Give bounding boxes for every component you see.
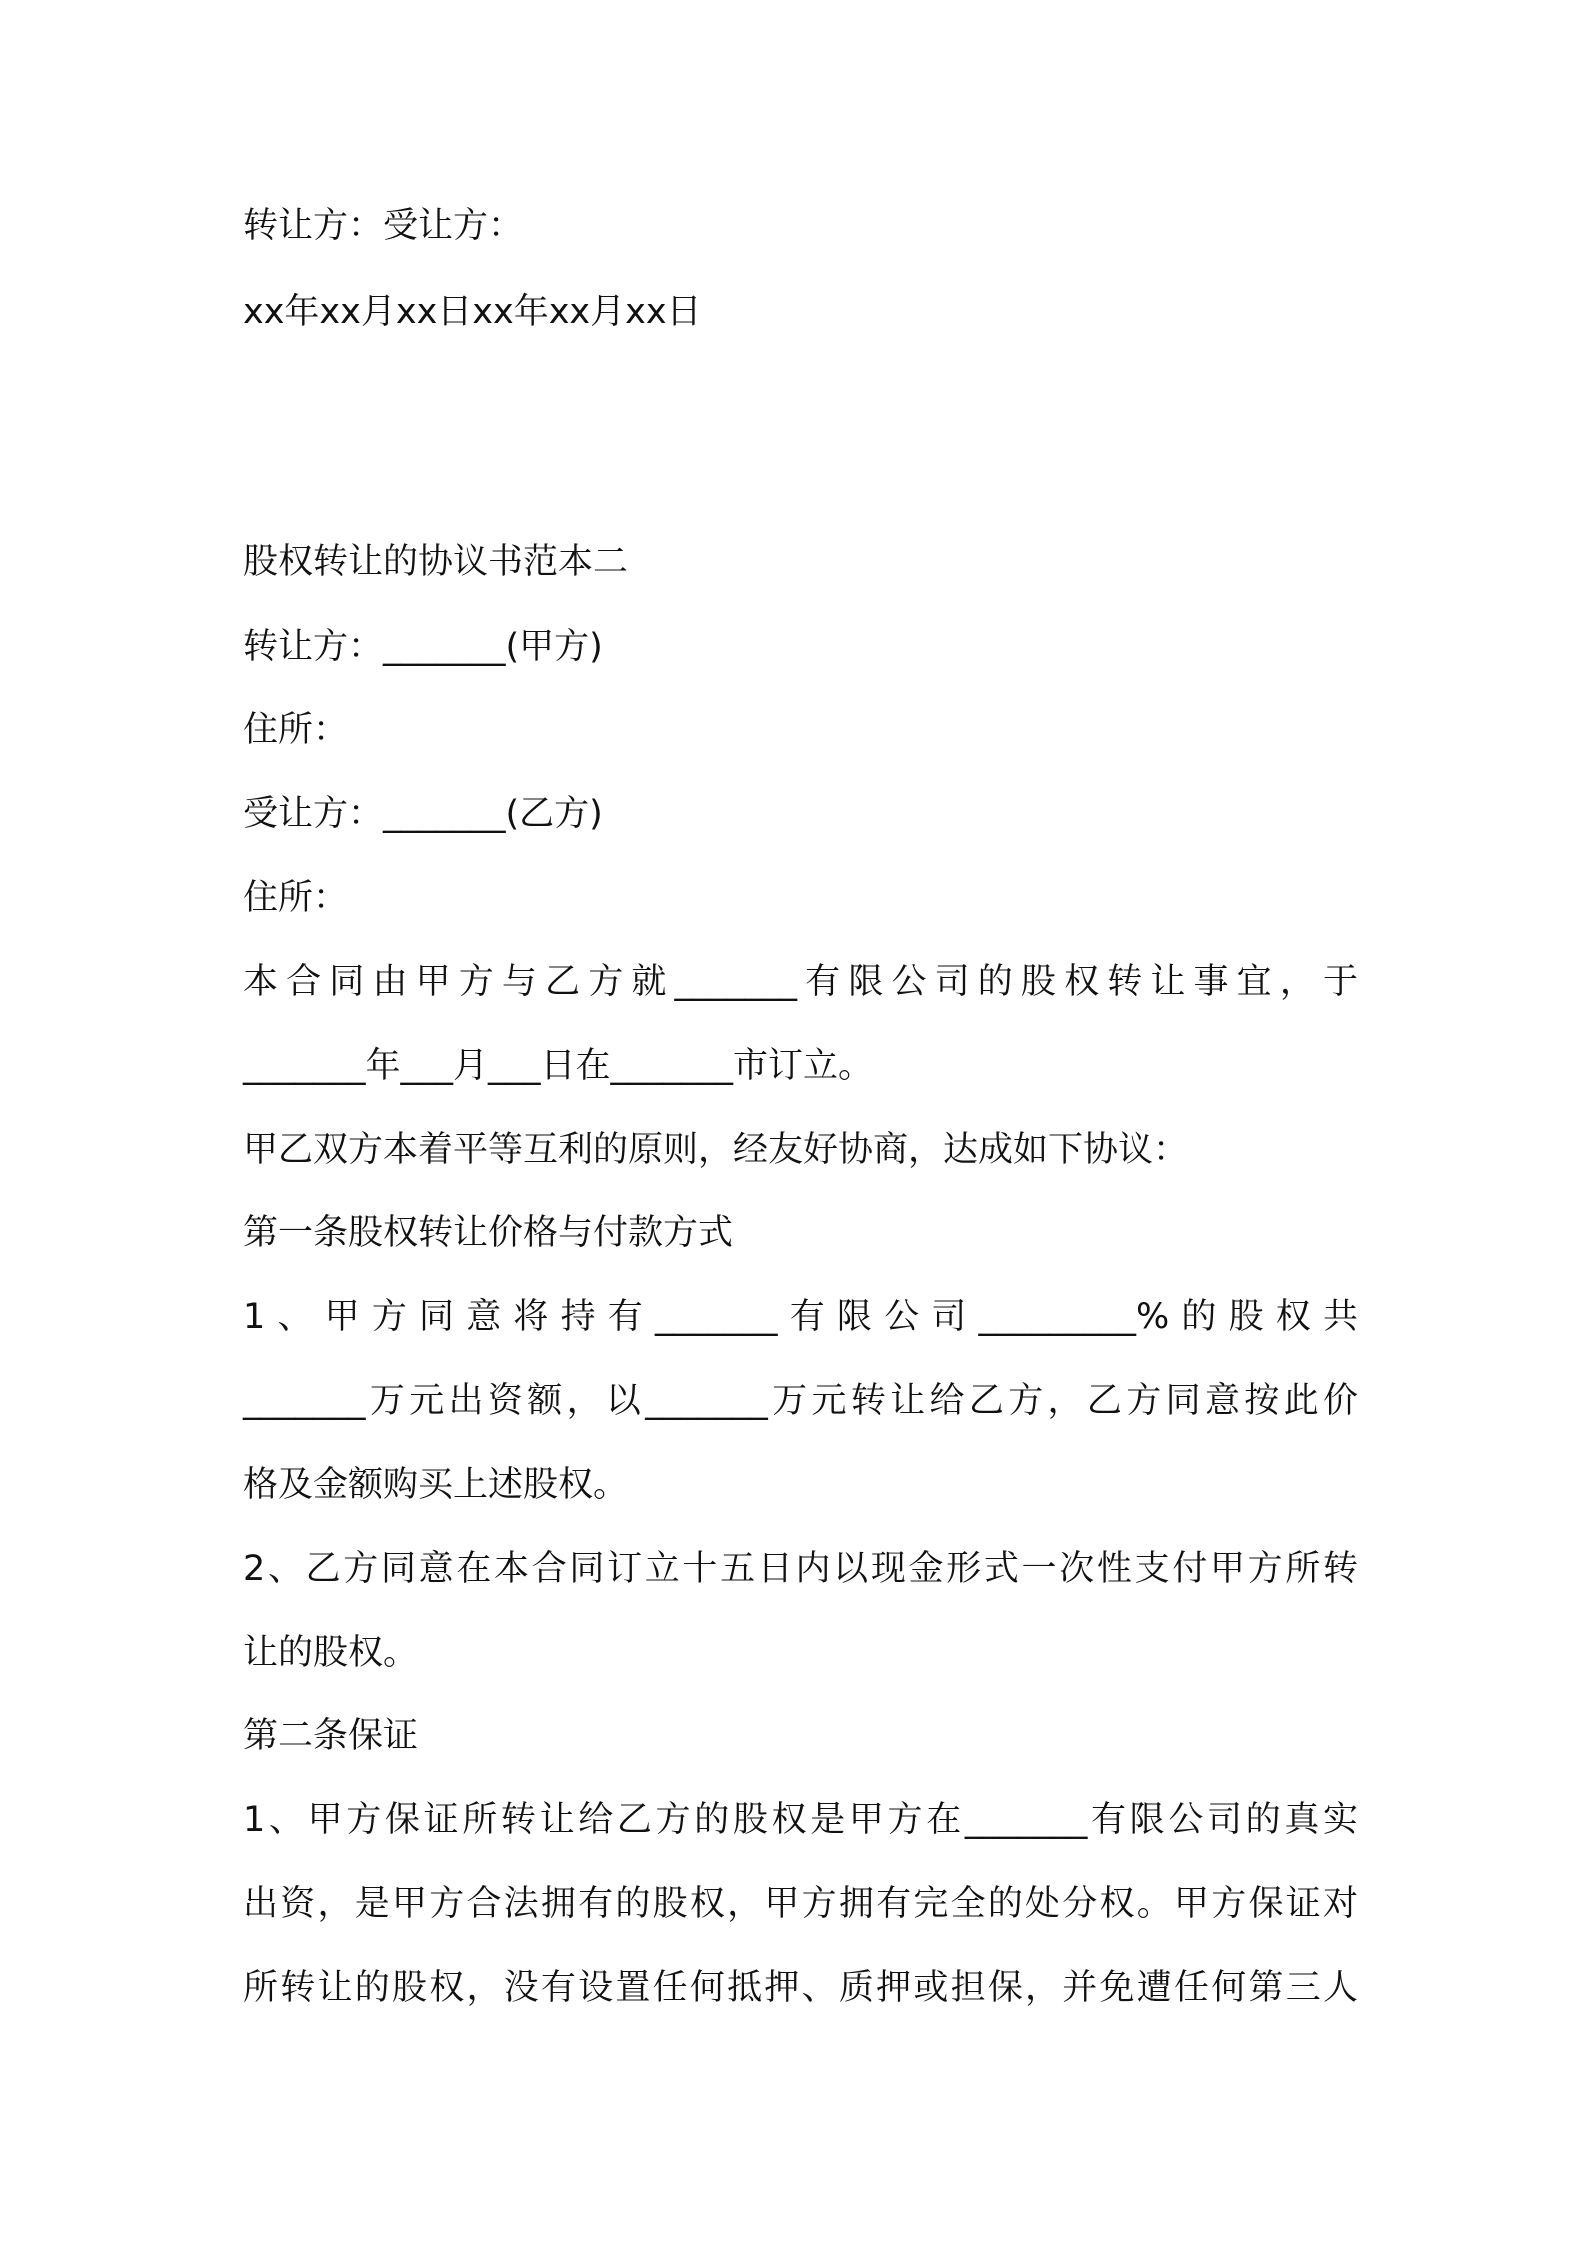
- article2-clause1-line-2: 出资，是甲方合法拥有的股权，甲方拥有完全的处分权。甲方保证对: [243, 1884, 1358, 1924]
- article1-clause1-line-1: 1、甲方同意将持有_______有限公司_________%的股权共: [243, 1297, 1358, 1337]
- article1-clause1-line-3: 格及金额购买上述股权。: [243, 1465, 629, 1505]
- article1-heading: 第一条股权转让价格与付款方式: [243, 1213, 734, 1253]
- signature-dates-line: xx年xx月xx日xx年xx月xx日: [243, 292, 702, 332]
- transferor-address-line: 住所：: [243, 710, 349, 750]
- article2-heading: 第二条保证: [243, 1716, 419, 1756]
- preamble-line-3: 甲乙双方本着平等互利的原则，经友好协商，达成如下协议：: [243, 1130, 1189, 1170]
- signature-parties-line: 转让方：受让方：: [243, 206, 524, 246]
- article1-clause2-line-1: 2、乙方同意在本合同订立十五日内以现金形式一次性支付甲方所转: [243, 1549, 1358, 1589]
- article2-clause1-line-1: 1、甲方保证所转让给乙方的股权是甲方在_______有限公司的真实: [243, 1800, 1358, 1840]
- transferor-line: 转让方：_______(甲方): [243, 627, 603, 667]
- preamble-line-2: _______年___月___日在_______市订立。: [243, 1046, 874, 1086]
- document-title: 股权转让的协议书范本二: [243, 542, 629, 582]
- article2-clause1-line-3: 所转让的股权，没有设置任何抵押、质押或担保，并免遭任何第三人: [243, 1968, 1358, 2008]
- article1-clause2-line-2: 让的股权。: [243, 1633, 419, 1673]
- transferee-line: 受让方：_______(乙方): [243, 794, 603, 834]
- transferee-address-line: 住所：: [243, 878, 349, 918]
- article1-clause1-line-2: _______万元出资额，以_______万元转让给乙方，乙方同意按此价: [243, 1381, 1358, 1421]
- preamble-line-1: 本合同由甲方与乙方就_______有限公司的股权转让事宜，于: [243, 962, 1358, 1002]
